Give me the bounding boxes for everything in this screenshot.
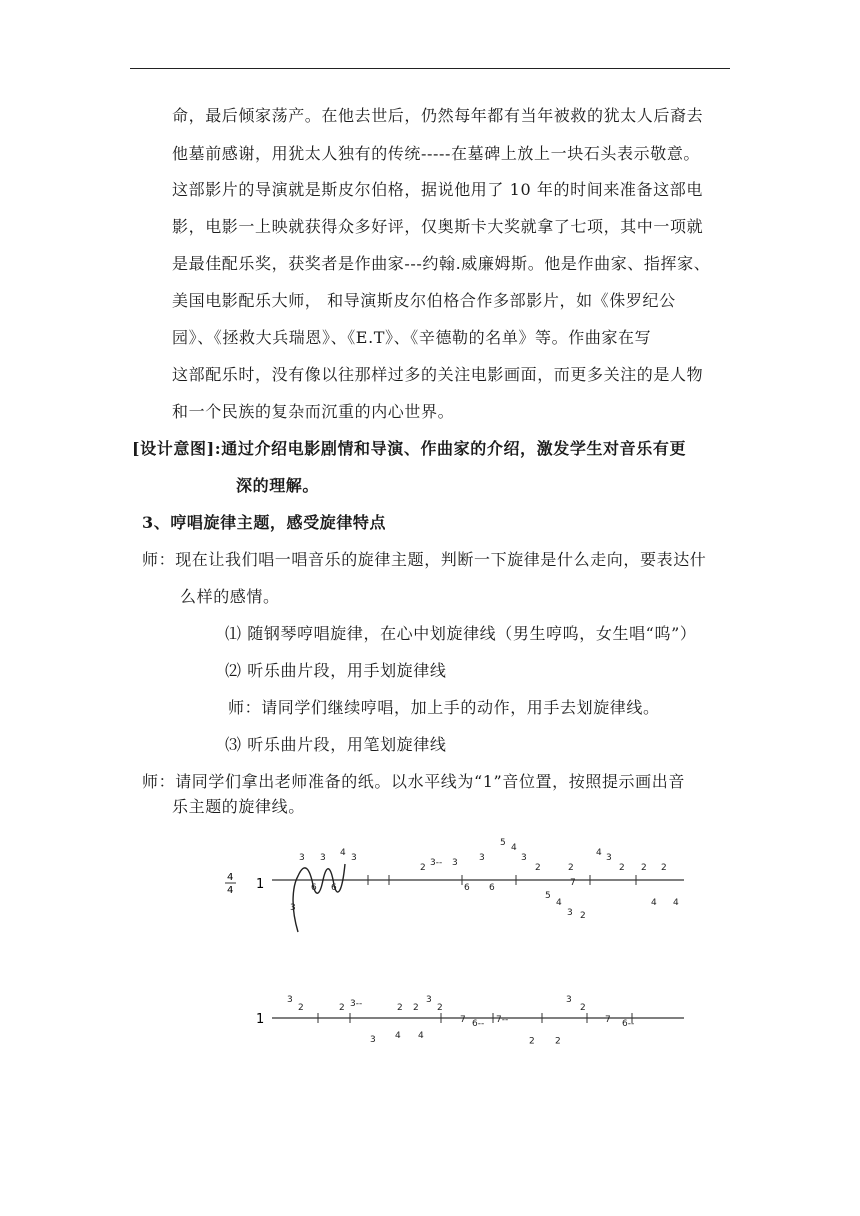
melody-curve	[293, 864, 345, 932]
note-label: 2	[568, 863, 574, 873]
note-label: 4	[340, 848, 346, 858]
note-label: 3	[287, 995, 293, 1005]
note-label: 4	[418, 1031, 424, 1041]
note-label: 2	[529, 1036, 535, 1047]
melody-row-2	[256, 995, 684, 1047]
note-label: 4	[556, 898, 562, 908]
note-label: 2	[413, 1003, 419, 1013]
paragraph-line: 命，最后倾家荡产。在他去世后，仍然每年都有当年被救的犹太人后裔去	[172, 106, 704, 125]
note-label: 3	[567, 908, 573, 918]
note-label: 2	[661, 863, 667, 873]
note-label: 2	[397, 1003, 403, 1013]
paragraph-line: 影，电影一上映就获得众多好评，仅奥斯卡大奖就拿了七项，其中一项就	[172, 217, 704, 236]
paragraph-line: 和一个民族的复杂而沉重的内心世界。	[172, 402, 455, 421]
teacher-prompt-line: 乐主题的旋律线。	[172, 797, 305, 816]
teacher-prompt-line: 师：现在让我们唱一唱音乐的旋律主题，判断一下旋律是什么走向，要表达什	[142, 550, 707, 569]
note-label: 6	[331, 883, 337, 893]
step-item: ⑵ 听乐曲片段，用手划旋律线	[225, 661, 447, 680]
note-label: 3	[370, 1035, 376, 1045]
melody-row-1	[225, 838, 684, 932]
note-label: 6--	[472, 1019, 485, 1029]
step-item: 师：请同学们继续哼唱，加上手的动作，用手去划旋律线。	[228, 698, 660, 717]
teacher-prompt-line: 么样的感情。	[180, 587, 280, 606]
note-label: 3	[299, 853, 305, 863]
time-signature-top: 4	[227, 872, 234, 883]
note-label: 5	[545, 891, 551, 901]
note-label: 7	[460, 1015, 466, 1025]
note-label: 4	[596, 848, 602, 858]
design-intent-line: [设计意图]:通过介绍电影剧情和导演、作曲家的介绍，激发学生对音乐有更	[132, 439, 687, 458]
note-label: 3	[479, 853, 485, 863]
note-label: 4	[511, 843, 517, 853]
note-label: 3	[320, 853, 326, 863]
note-label: 2	[580, 911, 586, 921]
note-label: 2	[619, 863, 625, 873]
note-label: 6	[311, 883, 317, 893]
note-label: 3	[426, 995, 432, 1005]
note-label: 2	[535, 863, 541, 873]
paragraph-line: 美国电影配乐大师， 和导演斯皮尔伯格合作多部影片，如《侏罗纪公	[172, 291, 676, 310]
note-label: 2	[555, 1036, 561, 1047]
note-label: 4	[673, 898, 679, 908]
note-label: 4	[651, 898, 657, 908]
note-label: 7--	[496, 1015, 509, 1025]
time-signature-bottom: 4	[227, 885, 234, 896]
note-label: 2	[420, 863, 426, 873]
paragraph-line: 是最佳配乐奖，获奖者是作曲家---约翰.威廉姆斯。他是作曲家、指挥家、	[172, 254, 711, 273]
step-item: ⑶ 听乐曲片段，用笔划旋律线	[225, 735, 447, 754]
note-label: 2	[339, 1003, 345, 1013]
note-label: 2	[641, 863, 647, 873]
note-label: 3	[452, 858, 458, 868]
step-item: ⑴ 随钢琴哼唱旋律，在心中划旋律线（男生哼呜，女生唱“呜”）	[225, 624, 697, 643]
paragraph-line: 他墓前感谢，用犹太人独有的传统-----在墓碑上放上一块石头表示敬意。	[172, 144, 701, 163]
design-intent-line: 深的理解。	[236, 476, 320, 495]
note-label: 6	[489, 883, 495, 893]
note-label: 3--	[430, 858, 443, 868]
note-label: 4	[395, 1031, 401, 1041]
note-label: 2	[580, 1003, 586, 1013]
note-label: 7	[570, 878, 576, 888]
baseline-label: 1	[256, 877, 265, 892]
note-label: 3	[290, 903, 296, 913]
note-label: 5	[500, 838, 506, 848]
note-label: 3	[566, 995, 572, 1005]
note-label: 3	[521, 853, 527, 863]
note-labels	[287, 995, 634, 1047]
note-label: 7	[605, 1015, 611, 1025]
note-label: 6--	[622, 1019, 635, 1029]
baseline-label: 1	[256, 1012, 265, 1027]
note-label: 2	[437, 1003, 443, 1013]
section-heading: 3、哼唱旋律主题，感受旋律特点	[142, 513, 387, 532]
note-label: 3	[606, 853, 612, 863]
paragraph-line: 这部影片的导演就是斯皮尔伯格，据说他用了 10 年的时间来准备这部电	[172, 180, 703, 199]
paragraph-line: 这部配乐时，没有像以往那样过多的关注电影画面，而更多关注的是人物	[172, 365, 704, 384]
teacher-prompt-line: 师：请同学们拿出老师准备的纸。以水平线为“1”音位置，按照提示画出音	[142, 772, 685, 791]
note-label: 2	[298, 1003, 304, 1013]
note-label: 3--	[350, 999, 363, 1009]
note-label: 6	[464, 883, 470, 893]
note-label: 3	[351, 853, 357, 863]
paragraph-line: 园》、《拯救大兵瑞恩》、《E.T》、《辛德勒的名单》等。作曲家在写	[172, 328, 652, 347]
